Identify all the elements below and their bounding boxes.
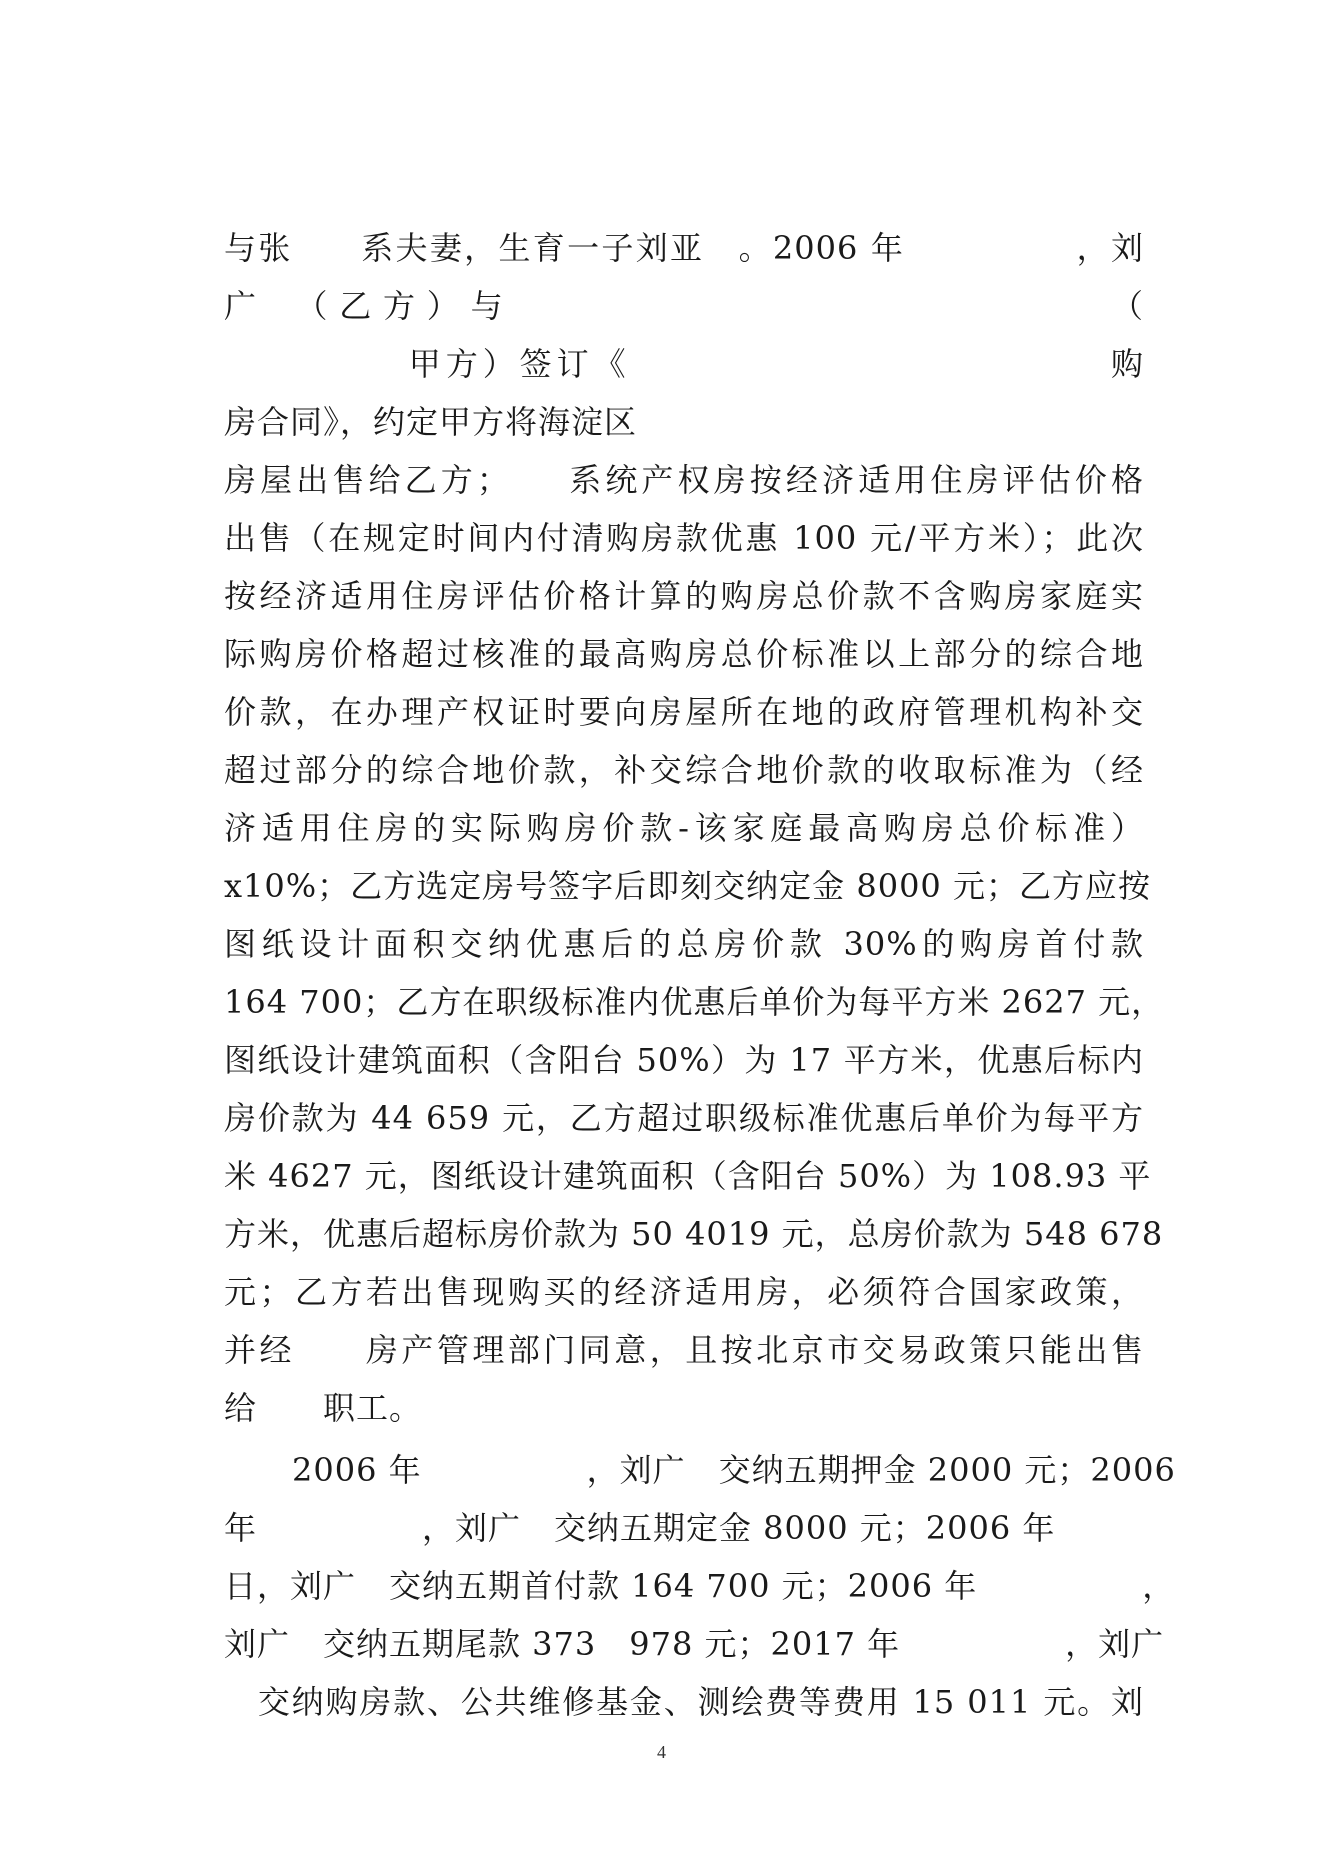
text-line: 济适用住房的实际购房价款-该家庭最高购房总价标准） — [224, 809, 1144, 847]
text-line: 图纸设计面积交纳优惠后的总房价款 30%的购房首付款 — [224, 925, 1144, 963]
text-line: 房屋出售给乙方； 系统产权房按经济适用住房评估价格 — [224, 461, 1144, 499]
text-line: 2006 年 ，刘广 交纳五期押金 2000 元；2006 — [292, 1451, 1176, 1489]
text-line: 房价款为 44 659 元，乙方超过职级标准优惠后单价为每平方 — [224, 1099, 1144, 1137]
text-line: 与张 系夫妻，生育一子刘亚 。2006 年 ，刘 — [224, 229, 1144, 267]
text-line: 超过部分的综合地价款，补交综合地价款的收取标准为（经 — [224, 751, 1144, 789]
text-line: 元；乙方若出售现购买的经济适用房，必须符合国家政策， — [224, 1273, 1144, 1311]
text-line: 方米，优惠后超标房价款为 50 4019 元，总房价款为 548 678 — [224, 1215, 1164, 1253]
text-line: x10%；乙方选定房号签字后即刻交纳定金 8000 元；乙方应按 — [224, 867, 1151, 905]
text-line: 交纳购房款、公共维修基金、测绘费等费用 15 011 元。刘 — [224, 1683, 1144, 1721]
text-line: 米 4627 元，图纸设计建筑面积（含阳台 50%）为 108.93 平 — [224, 1157, 1152, 1195]
text-line: 日，刘广 交纳五期首付款 164 700 元；2006 年 ， — [224, 1567, 1176, 1605]
text-line: 房合同》，约定甲方将海淀区 — [224, 403, 638, 441]
text-line: 广 （乙方）与 （ — [224, 287, 1144, 325]
text-line: 并经 房产管理部门同意，且按北京市交易政策只能出售 — [224, 1331, 1144, 1369]
page-number: 4 — [657, 1742, 666, 1762]
text-line: 图纸设计建筑面积（含阳台 50%）为 17 平方米，优惠后标内 — [224, 1041, 1144, 1079]
text-line: 出售（在规定时间内付清购房款优惠 100 元/平方米）；此次 — [224, 519, 1144, 557]
text-line: 按经济适用住房评估价格计算的购房总价款不含购房家庭实 — [224, 577, 1144, 615]
text-line: 际购房价格超过核准的最高购房总价标准以上部分的综合地 — [224, 635, 1144, 673]
text-line: 价款，在办理产权证时要向房屋所在地的政府管理机构补交 — [224, 693, 1144, 731]
text-line: 给 职工。 — [224, 1389, 423, 1427]
text-line: 甲方）签订《 购 — [224, 345, 1144, 383]
text-line: 刘广 交纳五期尾款 373 978 元；2017 年 ，刘广 — [224, 1625, 1165, 1663]
text-line: 年 ，刘广 交纳五期定金 8000 元；2006 年 — [224, 1509, 1056, 1547]
text-line: 164 700；乙方在职级标准内优惠后单价为每平方米 2627 元， — [224, 983, 1165, 1021]
